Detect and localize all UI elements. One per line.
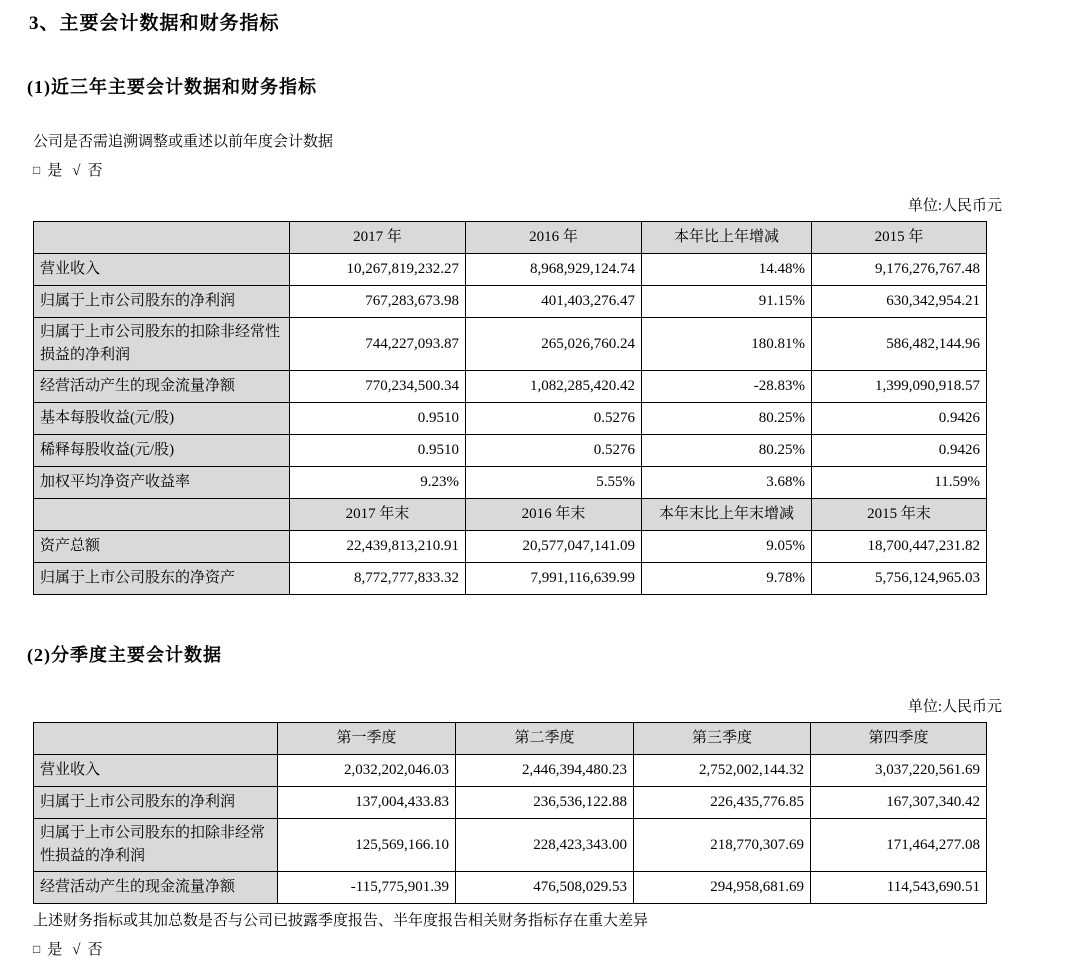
cell-value: 228,423,343.00 [456,819,634,872]
cell-value: 0.5276 [466,403,642,435]
cell-value: 0.9426 [812,435,987,467]
row-label: 稀释每股收益(元/股) [34,435,290,467]
cell-value: 3,037,220,561.69 [811,755,987,787]
cell-value: 9.05% [642,531,812,563]
annual-header-row [34,222,987,254]
col-header: 2015 年末 [812,499,987,531]
cell-value: 586,482,144.96 [812,318,987,371]
quarterly-header-row [34,723,987,755]
year-end-header-row [34,499,987,531]
col-header: 2017 年末 [290,499,466,531]
cell-value: 11.59% [812,467,987,499]
table-row [34,254,987,286]
row-label: 加权平均净资产收益率 [34,467,290,499]
cell-value: 171,464,277.08 [811,819,987,872]
checkmark-icon: √ [72,942,81,958]
cell-value: 2,032,202,046.03 [278,755,456,787]
cell-value: 10,267,819,232.27 [290,254,466,286]
cell-value: 767,283,673.98 [290,286,466,318]
cell-value: 2,752,002,144.32 [634,755,811,787]
row-label: 归属于上市公司股东的净利润 [34,787,278,819]
cell-value: 137,004,433.83 [278,787,456,819]
cell-value: 9.23% [290,467,466,499]
row-label: 经营活动产生的现金流量净额 [34,872,278,904]
cell-value: 80.25% [642,435,812,467]
unit-label-quarterly: 单位:人民币元 [907,699,1002,715]
cell-value: 1,082,285,420.42 [466,371,642,403]
cell-value: 9,176,276,767.48 [812,254,987,286]
checkbox-unchecked-icon: □ [33,942,41,956]
col-header: 2016 年末 [466,499,642,531]
subsection-2-title: (2)分季度主要会计数据 [27,645,222,665]
table-row [34,371,987,403]
table-row [34,872,987,904]
cell-value: 744,227,093.87 [290,318,466,371]
cell-value: 218,770,307.69 [634,819,811,872]
cell-value: 770,234,500.34 [290,371,466,403]
cell-value: 236,536,122.88 [456,787,634,819]
checkmark-icon: √ [72,163,81,179]
cell-value: 14.48% [642,254,812,286]
subsection-1-title: (1)近三年主要会计数据和财务指标 [27,77,317,97]
col-header: 2016 年 [466,222,642,254]
table-row [34,531,987,563]
no-label: 否 [87,163,103,179]
yes-label: 是 [47,163,63,179]
cell-value: 8,968,929,124.74 [466,254,642,286]
col-header: 第二季度 [456,723,634,755]
col-header: 第四季度 [811,723,987,755]
footer-answer [33,940,1002,960]
cell-value: 5,756,124,965.03 [812,563,987,595]
no-label: 否 [87,942,103,958]
table-row [34,563,987,595]
cell-value: -28.83% [642,371,812,403]
cell-value: -115,775,901.39 [278,872,456,904]
table-row [34,755,987,787]
col-header [34,723,278,755]
row-label: 营业收入 [34,755,278,787]
cell-value: 265,026,760.24 [466,318,642,371]
table-row [34,403,987,435]
table-row [34,318,987,371]
col-header: 第一季度 [278,723,456,755]
col-header: 2017 年 [290,222,466,254]
cell-value: 22,439,813,210.91 [290,531,466,563]
table-row [34,435,987,467]
section-title: 3、主要会计数据和财务指标 [29,13,280,34]
cell-value: 630,342,954.21 [812,286,987,318]
cell-value: 80.25% [642,403,812,435]
row-label: 资产总额 [34,531,290,563]
cell-value: 401,403,276.47 [466,286,642,318]
restatement-answer [33,161,1002,181]
table-row [34,819,987,872]
cell-value: 18,700,447,231.82 [812,531,987,563]
cell-value: 9.78% [642,563,812,595]
col-header: 本年末比上年末增减 [642,499,812,531]
cell-value: 125,569,166.10 [278,819,456,872]
cell-value: 0.9426 [812,403,987,435]
row-label: 归属于上市公司股东的扣除非经常性损益的净利润 [34,318,290,371]
footer-question: 上述财务指标或其加总数是否与公司已披露季度报告、半年度报告相关财务指标存在重大差异 [33,913,649,929]
quarterly-data-table [33,722,987,904]
table-row [34,787,987,819]
cell-value: 0.9510 [290,435,466,467]
cell-value: 2,446,394,480.23 [456,755,634,787]
col-header: 2015 年 [812,222,987,254]
row-label: 经营活动产生的现金流量净额 [34,371,290,403]
cell-value: 180.81% [642,318,812,371]
cell-value: 8,772,777,833.32 [290,563,466,595]
restatement-question: 公司是否需追溯调整或重述以前年度会计数据 [33,134,334,150]
col-header: 第三季度 [634,723,811,755]
yes-label: 是 [47,942,63,958]
table-row [34,467,987,499]
cell-value: 0.5276 [466,435,642,467]
col-header: 本年比上年增减 [642,222,812,254]
table-row [34,286,987,318]
cell-value: 5.55% [466,467,642,499]
row-label: 营业收入 [34,254,290,286]
cell-value: 91.15% [642,286,812,318]
cell-value: 3.68% [642,467,812,499]
col-header [34,499,290,531]
annual-data-table [33,221,987,595]
row-label: 归属于上市公司股东的扣除非经常性损益的净利润 [34,819,278,872]
cell-value: 20,577,047,141.09 [466,531,642,563]
row-label: 基本每股收益(元/股) [34,403,290,435]
checkbox-unchecked-icon: □ [33,163,41,177]
cell-value: 294,958,681.69 [634,872,811,904]
cell-value: 476,508,029.53 [456,872,634,904]
cell-value: 1,399,090,918.57 [812,371,987,403]
col-header [34,222,290,254]
cell-value: 7,991,116,639.99 [466,563,642,595]
row-label: 归属于上市公司股东的净资产 [34,563,290,595]
cell-value: 226,435,776.85 [634,787,811,819]
row-label: 归属于上市公司股东的净利润 [34,286,290,318]
unit-label-annual: 单位:人民币元 [907,198,1002,214]
cell-value: 167,307,340.42 [811,787,987,819]
cell-value: 114,543,690.51 [811,872,987,904]
cell-value: 0.9510 [290,403,466,435]
